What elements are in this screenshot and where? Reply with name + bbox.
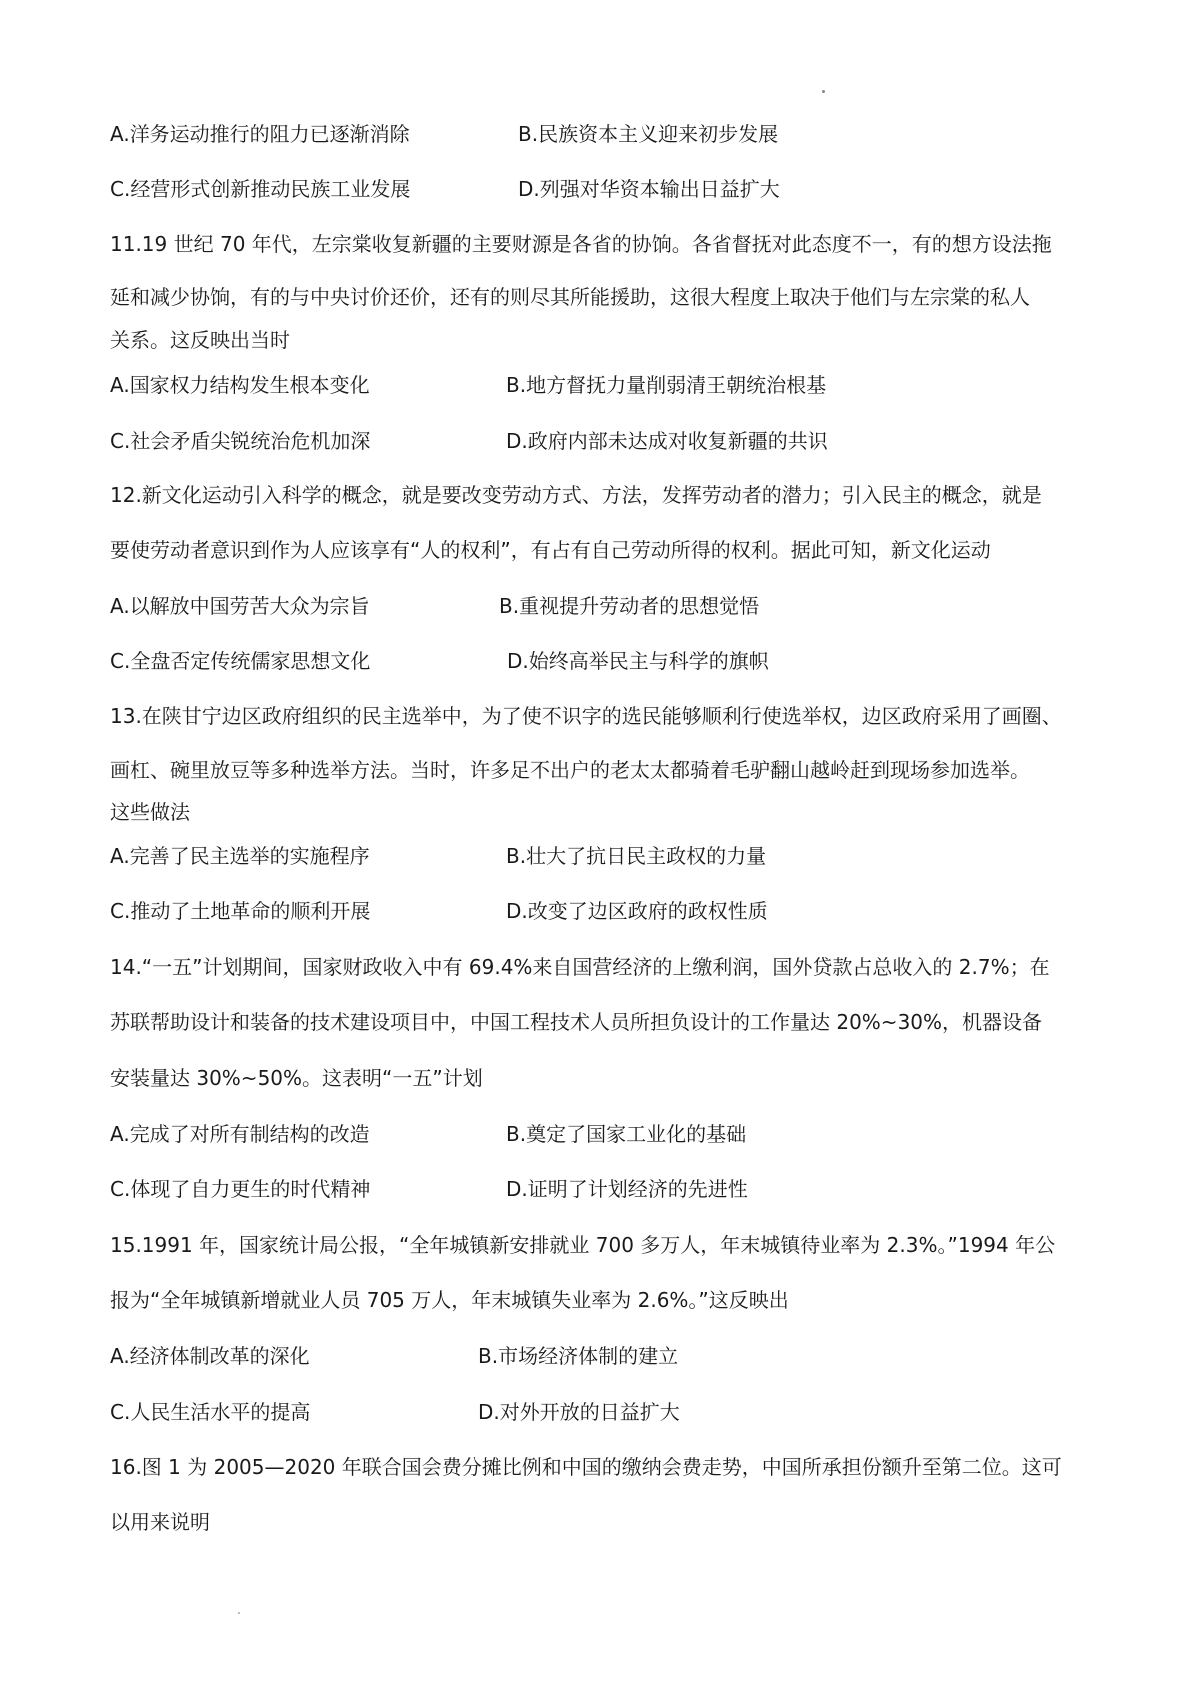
q11-stem-line-3: 关系。这反映出当时	[110, 328, 290, 352]
q15-option-d: D.对外开放的日益扩大	[478, 1400, 680, 1424]
q12-option-b: B.重视提升劳动者的思想觉悟	[499, 594, 760, 618]
q12-option-c: C.全盘否定传统儒家思想文化	[110, 649, 371, 673]
q10-option-d: D.列强对华资本输出日益扩大	[518, 177, 780, 201]
q11-option-b: B.地方督抚力量削弱清王朝统治根基	[506, 373, 827, 397]
q14-stem-line-3: 安装量达 30%~50%。这表明“一五”计划	[110, 1066, 483, 1090]
q13-stem-line-2: 画杠、碗里放豆等多种选举方法。当时，许多足不出户的老太太都骑着毛驴翻山越岭赶到现场参加选举。	[110, 758, 1030, 782]
q15-stem-line-2: 报为“全年城镇新增就业人员 705 万人，年末城镇失业率为 2.6%。”这反映出	[110, 1288, 789, 1312]
q13-option-b: B.壮大了抗日民主政权的力量	[506, 844, 767, 868]
q10-option-b: B.民族资本主义迎来初步发展	[518, 122, 779, 146]
q10-option-a: A.洋务运动推行的阻力已逐渐消除	[110, 122, 410, 146]
q14-option-d: D.证明了计划经济的先进性	[506, 1177, 748, 1201]
q12-option-d: D.始终高举民主与科学的旗帜	[507, 649, 769, 673]
q14-option-b: B.奠定了国家工业化的基础	[506, 1122, 747, 1146]
q13-option-d: D.改变了边区政府的政权性质	[506, 899, 768, 923]
q11-option-c: C.社会矛盾尖锐统治危机加深	[110, 429, 371, 453]
q13-option-a: A.完善了民主选举的实施程序	[110, 844, 370, 868]
q13-stem-line-1: 13.在陕甘宁边区政府组织的民主选举中，为了使不识字的选民能够顺利行使选举权，边区政府采用了画圈、	[110, 704, 1062, 728]
q15-option-b: B.市场经济体制的建立	[478, 1344, 679, 1368]
q11-stem-line-1: 11.19 世纪 70 年代，左宗棠收复新疆的主要财源是各省的协饷。各省督抚对此态度不一，有的想方设法拖	[110, 232, 1052, 256]
q11-option-a: A.国家权力结构发生根本变化	[110, 373, 370, 397]
q14-option-c: C.体现了自力更生的时代精神	[110, 1177, 371, 1201]
q13-stem-line-3: 这些做法	[110, 800, 190, 824]
q14-stem-line-2: 苏联帮助设计和装备的技术建设项目中，中国工程技术人员所担负设计的工作量达 20%~30%，机器设备	[110, 1010, 1043, 1034]
q12-option-a: A.以解放中国劳苦大众为宗旨	[110, 594, 370, 618]
scan-speck	[822, 90, 825, 93]
q15-option-c: C.人民生活水平的提高	[110, 1400, 311, 1424]
q12-stem-line-1: 12.新文化运动引入科学的概念，就是要改变劳动方式、方法，发挥劳动者的潜力；引入民主的概念，就是	[110, 483, 1042, 507]
q13-option-c: C.推动了土地革命的顺利开展	[110, 899, 371, 923]
q15-option-a: A.经济体制改革的深化	[110, 1344, 310, 1368]
q16-stem-line-2: 以用来说明	[110, 1510, 210, 1534]
q15-stem-line-1: 15.1991 年，国家统计局公报，“全年城镇新安排就业 700 多万人，年末城镇待业率为 2.3%。”1994 年公	[110, 1233, 1056, 1257]
q12-stem-line-2: 要使劳动者意识到作为人应该享有“人的权利”，有占有自己劳动所得的权利。据此可知，新文化运动	[110, 538, 991, 562]
scan-speck	[238, 1612, 240, 1614]
q11-option-d: D.政府内部未达成对收复新疆的共识	[506, 429, 828, 453]
q14-stem-line-1: 14.“一五”计划期间，国家财政收入中有 69.4%来自国营经济的上缴利润，国外贷款占总收入的 2.7%；在	[110, 955, 1050, 979]
q10-option-c: C.经营形式创新推动民族工业发展	[110, 177, 411, 201]
q11-stem-line-2: 延和减少协饷，有的与中央讨价还价，还有的则尽其所能援助，这很大程度上取决于他们与左宗棠的私人	[110, 285, 1030, 309]
q16-stem-line-1: 16.图 1 为 2005—2020 年联合国会费分摊比例和中国的缴纳会费走势，中国所承担份额升至第二位。这可	[110, 1455, 1062, 1479]
q14-option-a: A.完成了对所有制结构的改造	[110, 1122, 370, 1146]
